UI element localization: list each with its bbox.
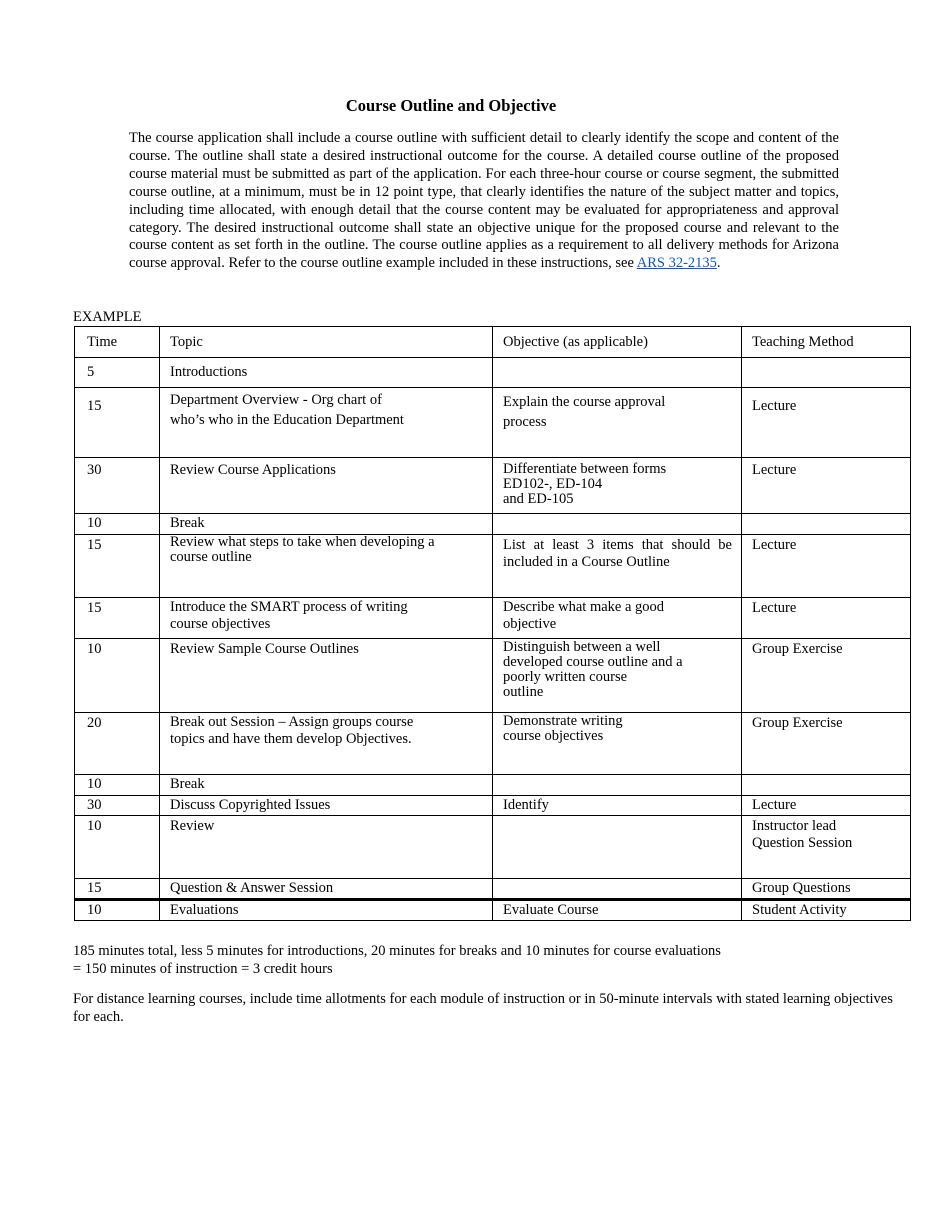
table-header-row [75,327,911,358]
cell-topic: Question & Answer Session [160,879,493,900]
cell-topic: Break out Session – Assign groups course topics and have them develop Objectives. [160,713,493,775]
table-row [75,514,911,535]
example-label: EXAMPLE [73,309,142,325]
cell-method: Instructor lead Question Session [742,816,911,879]
cell-time: 10 [75,816,160,879]
header-time: Time [75,327,160,358]
cell-topic: Review [160,816,493,879]
cell-objective [493,879,742,900]
cell-method: Group Questions [742,879,911,900]
table-row [75,796,911,816]
table-row [75,879,911,900]
intro-text: The course application shall include a course outline with sufficient detail to clearly identify the scope and content of the course. The outline shall state a desired instructional outcome for the course. A detailed course outline of the proposed course material must be submitted as part of the application. For each three-hour course or course segment, the submitted course outline, at a minimum, must be in 12 point type, that clearly identifies the nature of the subject matter and topics, including time allocated, with enough detail that the course content may be evaluated for appropriateness and approval category. The desired instructional outcome shall state an objective unique for the proposed course and relevant to the course content as set forth in the outline. The course outline applies as a requirement to all delivery methods for Arizona course approval. Refer to the course outline example included in these instructions, see [129,130,839,272]
course-outline-table [74,326,911,921]
cell-method [742,514,911,535]
intro-paragraph [129,130,839,273]
table-row [75,388,911,458]
header-topic: Topic [160,327,493,358]
cell-time: 10 [75,900,160,921]
cell-objective: Demonstrate writing course objectives [493,713,742,775]
cell-topic: Introduce the SMART process of writing course objectives [160,598,493,639]
cell-objective [493,514,742,535]
header-method: Teaching Method [742,327,911,358]
table-row [75,535,911,598]
cell-method: Student Activity [742,900,911,921]
intro-end: . [716,255,721,272]
table-row [75,639,911,713]
cell-topic: Review Course Applications [160,458,493,514]
cell-method: Lecture [742,598,911,639]
cell-time: 30 [75,458,160,514]
cell-time: 15 [75,598,160,639]
table-row [75,358,911,388]
cell-method: Lecture [742,535,911,598]
cell-method: Lecture [742,796,911,816]
cell-time: 15 [75,535,160,598]
cell-method: Lecture [742,458,911,514]
cell-time: 10 [75,514,160,535]
cell-objective [493,816,742,879]
summary-line-1: 185 minutes total, less 5 minutes for introductions, 20 minutes for breaks and 10 minutes for course evaluations [73,943,721,959]
table-row [75,713,911,775]
table-row [75,775,911,796]
header-objective: Objective (as applicable) [493,327,742,358]
cell-method: Lecture [742,388,911,458]
cell-objective: Describe what make a good objective [493,598,742,639]
cell-topic: Department Overview - Org chart of who’s who in the Education Department [160,388,493,458]
cell-method: Group Exercise [742,639,911,713]
distance-learning-note: For distance learning courses, include time allotments for each module of instruction or in 50-minute intervals with stated learning objectives for each. [73,991,893,1025]
cell-time: 5 [75,358,160,388]
cell-method: Group Exercise [742,713,911,775]
cell-time: 15 [75,388,160,458]
cell-topic: Discuss Copyrighted Issues [160,796,493,816]
cell-method [742,775,911,796]
cell-objective [493,775,742,796]
cell-objective: Explain the course approval process [493,388,742,458]
cell-objective: Distinguish between a well developed course outline and a poorly written course outline [493,639,742,713]
table-row [75,458,911,514]
summary-paragraph [73,942,913,978]
cell-topic: Break [160,514,493,535]
cell-objective: Differentiate between forms ED102-, ED-104 and ED-105 [493,458,742,514]
cell-topic: Review Sample Course Outlines [160,639,493,713]
summary-line-2: = 150 minutes of instruction = 3 credit hours [73,961,333,977]
cell-topic: Evaluations [160,900,493,921]
cell-time: 30 [75,796,160,816]
table-row [75,598,911,639]
ars-link[interactable]: ARS 32-2135 [636,255,717,272]
cell-time: 10 [75,775,160,796]
cell-time: 10 [75,639,160,713]
cell-topic: Introductions [160,358,493,388]
cell-objective: List at least 3 items that should be included in a Course Outline [493,535,742,598]
cell-time: 20 [75,713,160,775]
cell-objective [493,358,742,388]
cell-topic: Break [160,775,493,796]
table-row [75,816,911,879]
page-title: Course Outline and Objective [345,96,557,115]
cell-time: 15 [75,879,160,900]
cell-objective: Evaluate Course [493,900,742,921]
cell-topic: Review what steps to take when developing a course outline [160,535,493,598]
cell-method [742,358,911,388]
table-row [75,900,911,921]
cell-objective: Identify [493,796,742,816]
